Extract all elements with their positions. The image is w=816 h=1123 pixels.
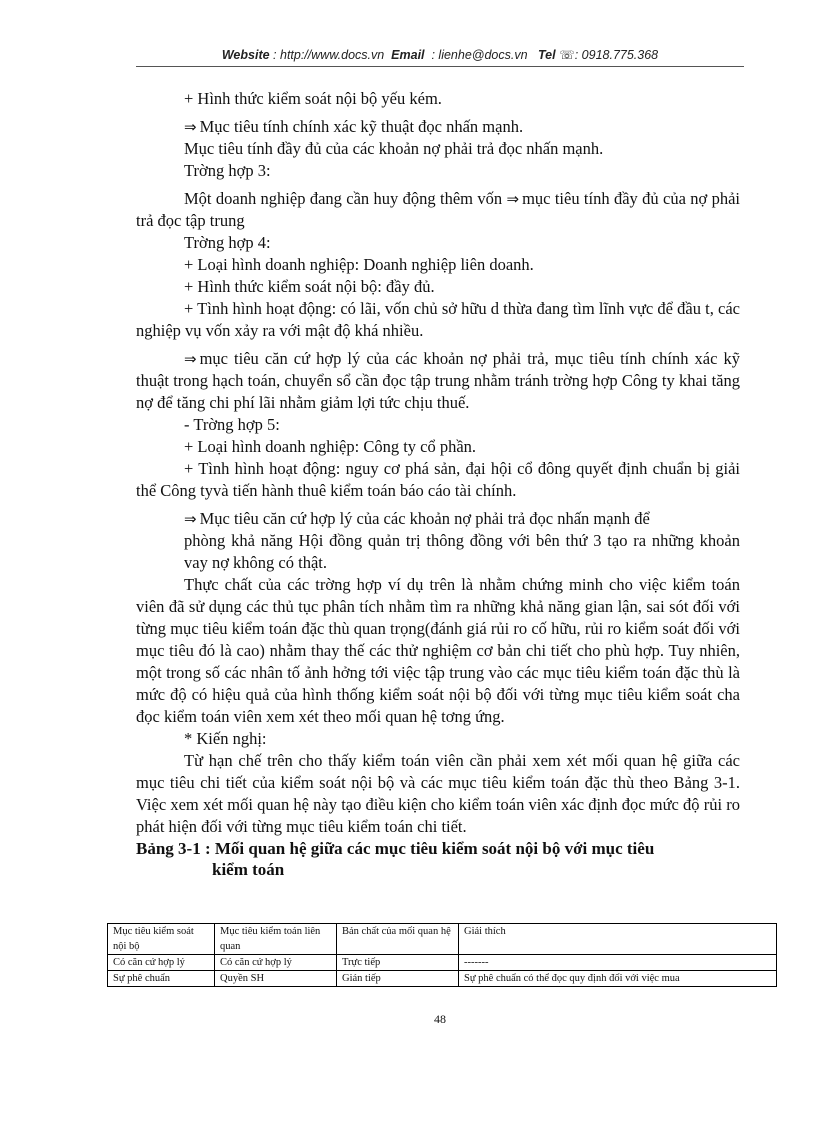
table-cell: Gián tiếp [337, 971, 459, 987]
table-cell: Có căn cứ hợp lý [108, 955, 215, 971]
page-number: 48 [434, 1012, 446, 1026]
tel-value: : 0918.775.368 [574, 48, 659, 62]
paragraph: + Hình thức kiểm soát nội bộ: đầy đủ. [184, 277, 435, 296]
table-row [108, 971, 777, 987]
paragraph: + Tình hình hoạt động: nguy cơ phá sản, đại hội cổ đông quyết định chuẩn bị giải thể Công tyvà tiến hành thuê kiểm toán báo cáo tài chính. [136, 459, 740, 500]
paragraph: ⇒ mục tiêu căn cứ hợp lý của các khoản nợ phải trả, mục tiêu tính chính xác kỹ thuật trong hạch toán, chuyển sổ cần đọc tập trung nhằm tránh trờng hợp Công ty khai tăng nợ để tăng chi phí lãi nhằm giảm lợi tức chịu thuế. [136, 349, 740, 412]
phone-icon: ☏ [559, 48, 575, 62]
table-row [108, 955, 777, 971]
paragraph: ⇒ Mục tiêu tính chính xác kỹ thuật đọc nhấn mạnh. [184, 117, 524, 136]
paragraph: ⇒ Mục tiêu căn cứ hợp lý của các khoản nợ phải trả đọc nhấn mạnh để [184, 509, 650, 528]
table-cell: Trực tiếp [337, 955, 459, 971]
implies-arrow-icon: ⇒ [184, 118, 197, 136]
table-header-cell: Bản chất của mối quan hệ [337, 924, 459, 955]
table-cell: ------- [459, 955, 777, 971]
paragraph: + Loại hình doanh nghiệp: Doanh nghiệp liên doanh. [184, 255, 534, 274]
paragraph: Từ hạn chế trên cho thấy kiểm toán viên cần phải xem xét mối quan hệ giữa các mục tiêu chi tiết của kiểm soát nội bộ và các mục tiêu kiểm toán đặc thù theo Bảng 3-1. Việc xem xét mối quan hệ này tạo điều kiện cho kiểm toán viên xác định đọc mức độ rủi ro phát hiện đối với từng mục tiêu kiểm toán chi tiết. [136, 751, 740, 836]
paragraph: Mục tiêu tính đầy đủ của các khoản nợ phải trả đọc nhấn mạnh. [184, 139, 604, 158]
table-header-cell: Mục tiêu kiểm soát nội bộ [108, 924, 215, 955]
email-label: Email [391, 48, 425, 62]
website-value: : http://www.docs.vn [273, 48, 385, 62]
table-header-row [108, 924, 777, 955]
paragraph: + Tình hình hoạt động: có lãi, vốn chủ sở hữu d thừa đang tìm lĩnh vực để đầu t, các nghiệp vụ vốn xảy ra với mật độ khá nhiều. [136, 299, 740, 340]
table-caption [136, 838, 740, 880]
page-header [136, 47, 744, 62]
table-header-cell: Giải thích [459, 924, 777, 955]
caption-line-2: kiểm toán [212, 860, 285, 879]
table-cell: Có căn cứ hợp lý [215, 955, 337, 971]
paragraph: * Kiến nghị: [184, 729, 267, 748]
website-label: Website [221, 48, 270, 62]
table-cell: Quyền SH [215, 971, 337, 987]
header-divider [136, 66, 744, 67]
implies-arrow-icon: ⇒ [506, 190, 520, 208]
caption-line-1: Bảng 3-1 : Mối quan hệ giữa các mục tiêu kiểm soát nội bộ với mục tiêu [136, 839, 655, 858]
implies-arrow-icon: ⇒ [184, 510, 197, 528]
paragraph: + Hình thức kiểm soát nội bộ yếu kém. [184, 89, 442, 108]
relationship-table [107, 923, 777, 987]
paragraph: - Trờng hợp 5: [184, 415, 280, 434]
table-cell: Sự phê chuẩn có thể đọc quy định đối với việc mua [459, 971, 777, 987]
tel-label: Tel [537, 48, 556, 62]
paragraph: Thực chất của các trờng hợp ví dụ trên là nhằm chứng minh cho việc kiểm toán viên đã sử dụng các thủ tục phân tích nhằm tìm ra những khả năng gian lận, sai sót đối với từng mục tiêu kiểm toán đặc thù quan trọng(đánh giá rủi ro cố hữu, rủi ro kiểm soát đối với mục tiêu đó là cao) nhằm thay thế các thử nghiệm cơ bản chi tiết cho phù hợp. Tuy nhiên, một trong số các nhân tố ảnh hởng tới việc tập trung vào các mục tiêu kiểm toán đặc thù là mức độ có hiệu quả của hình thống kiểm soát nội bộ đối với từng mục tiêu kiểm soát cha đọc kiểm toán viên xem xét theo mối quan hệ tơng ứng. [136, 575, 740, 726]
implies-arrow-icon: ⇒ [184, 350, 197, 368]
paragraph: Trờng hợp 3: [184, 161, 271, 180]
document-body [136, 88, 740, 880]
email-value: : lienhe@docs.vn [431, 48, 528, 62]
paragraph: Trờng hợp 4: [184, 233, 271, 252]
paragraph: phòng khả năng Hội đồng quản trị thông đồng với bên thứ 3 tạo ra những khoản vay nợ không có thật. [184, 531, 740, 572]
table-header-cell: Mục tiêu kiểm toán liên quan [215, 924, 337, 955]
paragraph: + Loại hình doanh nghiệp: Công ty cổ phần. [184, 437, 477, 456]
paragraph: Một doanh nghiệp đang cần huy động thêm vốn ⇒ mục tiêu tính đầy đủ của nợ phải trả đọc tập trung [136, 189, 741, 230]
table-cell: Sự phê chuẩn [108, 971, 215, 987]
